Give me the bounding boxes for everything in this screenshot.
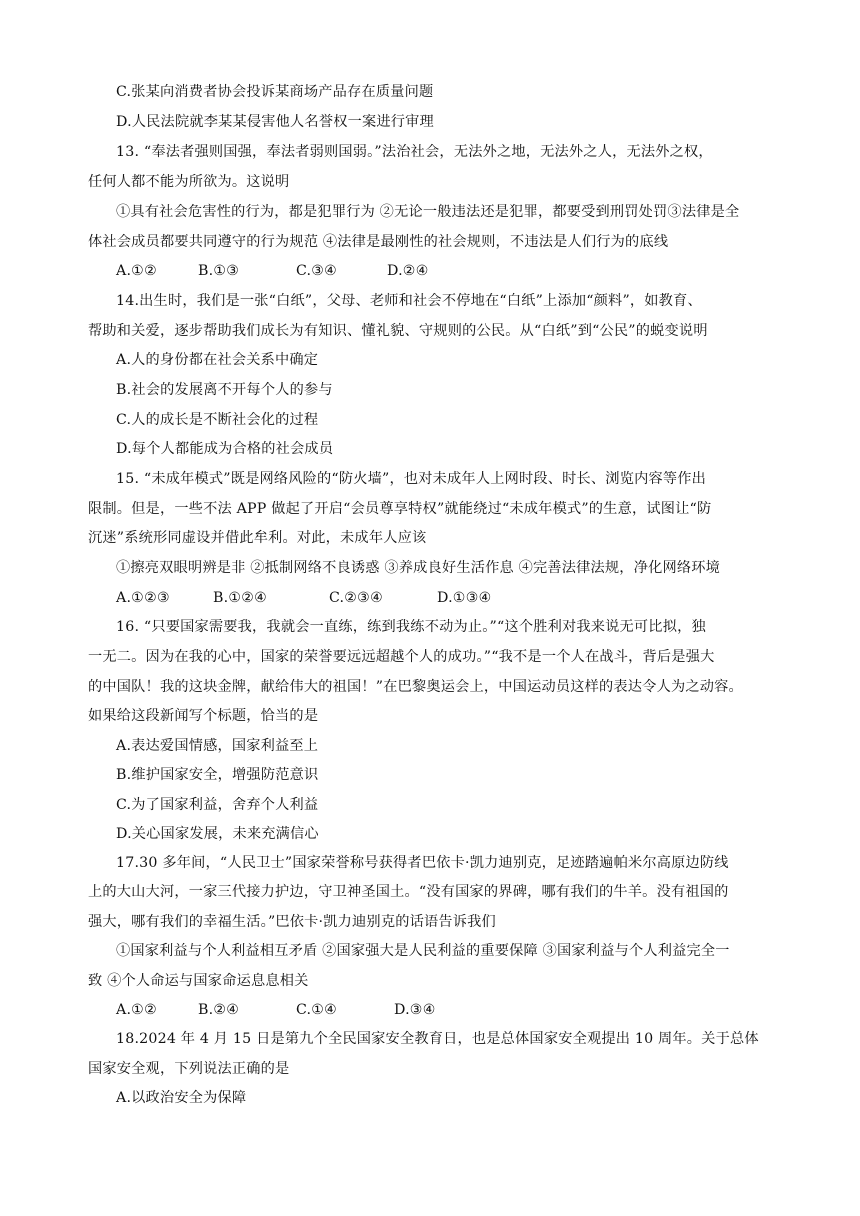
q16-option-d: D.关心国家发展，未来充满信心	[116, 826, 319, 842]
q15-options	[116, 588, 492, 608]
q15-stem-line3: 沉迷”系统形同虚设并借此牟利。对此，未成年人应该	[88, 530, 427, 546]
q14-option-d: D.每个人都能成为合格的社会成员	[116, 441, 334, 457]
q17-stem-line3: 强大，哪有我们的幸福生活。”巴依卡·凯力迪别克的话语告诉我们	[88, 914, 496, 930]
q15-statements: ①擦亮双眼明辨是非 ②抵制网络不良诱惑 ③养成良好生活作息 ④完善法律法规，净化网络环境	[116, 560, 721, 576]
q15-option-d: D.①③④	[437, 590, 492, 606]
q16-stem-line4: 如果给这段新闻写个标题，恰当的是	[88, 708, 319, 724]
q14-stem-line2: 帮助和关爱，逐步帮助我们成长为有知识、懂礼貌、守规则的公民。从“白纸”到“公民”的蜕变说明	[88, 323, 708, 339]
q15-option-a: A.①②③	[116, 590, 170, 606]
q13-options	[116, 261, 429, 281]
q17-stem-line1: 17.30 多年间，“人民卫士”国家荣誉称号获得者巴依卡·凯力迪别克，足迹踏遍帕米尔高原边防线	[116, 855, 729, 871]
q17-option-d: D.③④	[394, 1002, 436, 1018]
q15-stem-line1: 15. “未成年模式”既是网络风险的“防火墙”，也对未成年人上网时段、时长、浏览内容等作出	[116, 471, 707, 487]
q13-statements-line1: ①具有社会危害性的行为，都是犯罪行为 ②无论一般违法还是犯罪，都要受到刑罚处罚③法律是全	[116, 204, 740, 220]
q12-option-d: D.人民法院就李某某侵害他人名誉权一案进行审理	[116, 114, 434, 130]
q14-option-b: B.社会的发展离不开每个人的参与	[116, 382, 333, 398]
q16-option-a: A.表达爱国情感，国家利益至上	[116, 738, 319, 754]
q15-stem-line2: 限制。但是，一些不法 APP 做起了开启“会员尊享特权”就能绕过“未成年模式”的生意，试图让“防	[88, 501, 712, 517]
q17-options	[116, 1000, 436, 1020]
q16-stem-line2: 一无二。因为在我的心中，国家的荣誉要远远超越个人的成功。”“我不是一个人在战斗，背后是强大	[88, 649, 715, 665]
q14-option-a: A.人的身份都在社会关系中确定	[116, 352, 319, 368]
q16-stem-line1: 16. “只要国家需要我，我就会一直练，练到我练不动为止。”“这个胜利对我来说无可比拟，独	[116, 619, 706, 635]
q14-stem-line1: 14.出生时，我们是一张“白纸”，父母、老师和社会不停地在“白纸”上添加“颜料”，如教育、	[116, 293, 702, 309]
q18-stem-line2: 国家安全观，下列说法正确的是	[88, 1061, 290, 1077]
q16-option-b: B.维护国家安全，增强防范意识	[116, 767, 319, 783]
q13-stem-line2: 任何人都不能为所欲为。这说明	[88, 174, 290, 190]
q13-option-c: C.③④	[296, 263, 338, 279]
q16-option-c: C.为了国家利益，舍弃个人利益	[116, 797, 319, 813]
q17-option-c: C.①④	[296, 1002, 338, 1018]
q17-statements-line1: ①国家利益与个人利益相互矛盾 ②国家强大是人民利益的重要保障 ③国家利益与个人利益完全一	[116, 943, 730, 959]
q15-option-c: C.②③④	[329, 590, 384, 606]
q14-option-c: C.人的成长是不断社会化的过程	[116, 412, 319, 428]
q18-option-a: A.以政治安全为保障	[116, 1090, 247, 1106]
q17-statements-line2: 致 ④个人命运与国家命运息息相关	[88, 973, 309, 989]
q18-stem-line1: 18.2024 年 4 月 15 日是第九个全民国家安全教育日，也是总体国家安全观提出 10 周年。关于总体	[116, 1031, 759, 1047]
q17-option-a: A.①②	[116, 1002, 157, 1018]
q13-option-d: D.②④	[387, 263, 429, 279]
q17-stem-line2: 上的大山大河，一家三代接力护边，守卫神圣国土。“没有国家的界碑，哪有我们的牛羊。没有祖国的	[88, 884, 729, 900]
q16-stem-line3: 的中国队！我的这块金牌，献给伟大的祖国！”在巴黎奥运会上，中国运动员这样的表达令人为之动容。	[88, 679, 743, 695]
q13-statements-line2: 体社会成员都要共同遵守的行为规范 ④法律是最刚性的社会规则，不违法是人们行为的底线	[88, 234, 669, 250]
q13-option-b: B.①③	[198, 263, 240, 279]
q17-option-b: B.②④	[198, 1002, 240, 1018]
q12-option-c: C.张某向消费者协会投诉某商场产品存在质量问题	[116, 84, 434, 100]
q15-option-b: B.①②④	[213, 590, 268, 606]
q13-stem-line1: 13. “奉法者强则国强，奉法者弱则国弱。”法治社会，无法外之地，无法外之人，无法外之权，	[116, 144, 713, 160]
q13-option-a: A.①②	[116, 263, 157, 279]
